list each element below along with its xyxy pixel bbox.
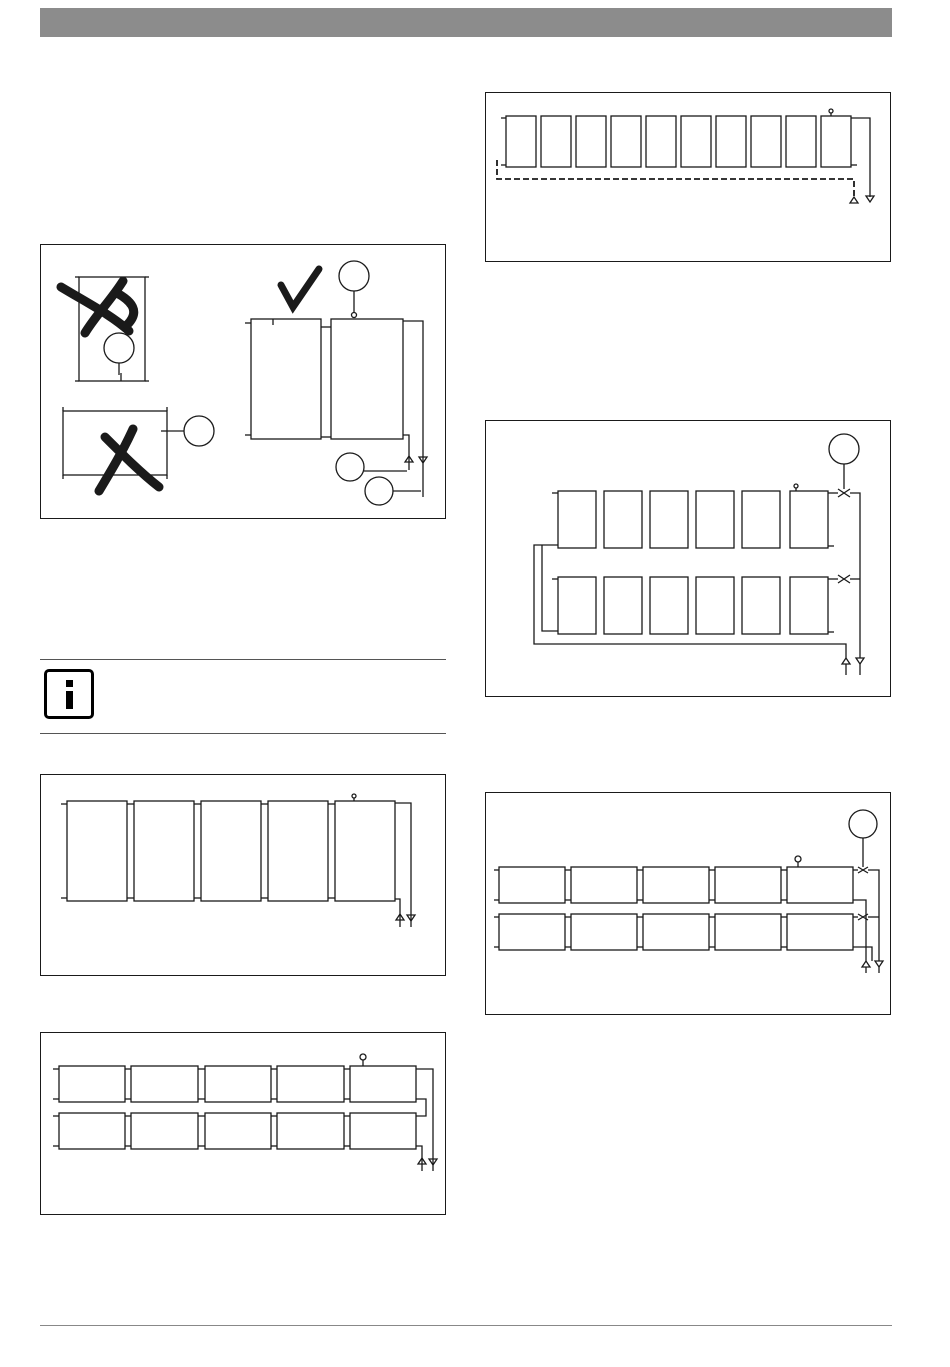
valve-top — [838, 489, 850, 497]
callout-circle-1 — [104, 333, 134, 363]
callout-circle-valve — [829, 434, 859, 464]
cross-mark-icon-2 — [99, 429, 159, 491]
figure-two-rows-5-landscape — [40, 1032, 446, 1215]
info-box — [40, 659, 446, 734]
collector-1 — [67, 801, 127, 901]
footer-rule — [40, 1325, 892, 1326]
figure-two-rows-6-portrait — [485, 420, 891, 697]
info-icon — [44, 669, 94, 719]
row-5-diagram — [41, 775, 447, 977]
callout-circle-valve-2 — [849, 810, 877, 838]
two-rows-diagram — [41, 1033, 447, 1216]
collector-4 — [268, 801, 328, 901]
collector-2 — [134, 801, 194, 901]
check-mark-icon — [281, 269, 319, 307]
header-bar — [40, 8, 892, 37]
callout-circle-5 — [365, 477, 393, 505]
cross-mark-icon — [61, 281, 134, 333]
valve-bottom — [838, 575, 850, 583]
two-rows-6-diagram — [486, 421, 892, 698]
mounting-diagram — [41, 245, 447, 520]
figure-two-rows-5-landscape-parallel — [485, 792, 891, 1015]
collector-5 — [335, 801, 395, 901]
callout-circle-2 — [184, 416, 214, 446]
callout-circle-3 — [339, 261, 369, 291]
figure-mounting-orientation — [40, 244, 446, 519]
collector-3 — [201, 801, 261, 901]
callout-circle-4 — [336, 453, 364, 481]
two-rows-parallel-diagram — [486, 793, 892, 1016]
collector-correct-2 — [331, 319, 403, 439]
collector-correct-1 — [251, 319, 321, 439]
row-10-diagram — [486, 93, 892, 263]
figure-row-5-portrait — [40, 774, 446, 976]
figure-row-10-portrait — [485, 92, 891, 262]
